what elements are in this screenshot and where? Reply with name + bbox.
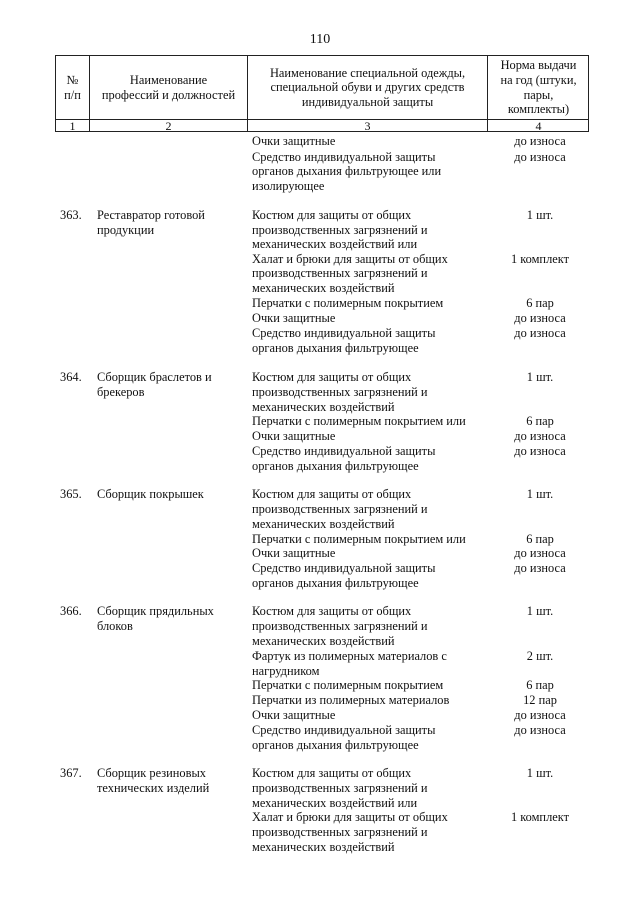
entry-item-norm: 6 пар — [526, 414, 554, 428]
entry-item-text: Халат и брюки для защиты от общих — [252, 252, 448, 266]
table-header — [55, 55, 589, 132]
entry-item-text: Костюм для защиты от общих — [252, 208, 412, 222]
entry-item-norm: 6 пар — [526, 532, 554, 546]
entry-profession: Сборщик прядильных — [97, 604, 214, 618]
entry-item-text: механических воздействий — [252, 840, 395, 854]
entry-item-text: Очки защитные — [252, 311, 336, 325]
continuation-item-text: Очки защитные — [252, 134, 336, 148]
entry-item-norm: до износа — [514, 708, 566, 722]
entry-number: 364. — [60, 370, 82, 384]
entry-item-text: Перчатки с полимерным покрытием или — [252, 414, 466, 428]
entry-number: 363. — [60, 208, 82, 222]
entry-profession: продукции — [97, 223, 155, 237]
entry-item-text: органов дыхания фильтрующее — [252, 738, 419, 752]
entry-item-norm: до износа — [514, 429, 566, 443]
entry-item-norm: 6 пар — [526, 296, 554, 310]
continuation-item-norm: до износа — [514, 134, 566, 148]
entry-item-norm: 2 шт. — [526, 649, 554, 663]
entry-item-text: Средство индивидуальной защиты — [252, 723, 436, 737]
entry-item-text: Перчатки с полимерным покрытием — [252, 296, 444, 310]
entry-profession: Реставратор готовой — [97, 208, 205, 222]
entry-item-norm: до износа — [514, 561, 566, 575]
entry-item-text: Перчатки из полимерных материалов — [252, 693, 450, 707]
entry-item-text: Средство индивидуальной защиты — [252, 444, 436, 458]
entry-item-text: органов дыхания фильтрующее — [252, 341, 419, 355]
entry-item-norm: 1 шт. — [526, 370, 554, 384]
entry-item-norm: до износа — [514, 311, 566, 325]
entry-profession: блоков — [97, 619, 133, 633]
entry-item-text: нагрудником — [252, 664, 320, 678]
entry-profession: Сборщик браслетов и — [97, 370, 212, 384]
header-col-number: № п/п — [56, 56, 90, 119]
entry-item-text: Костюм для защиты от общих — [252, 604, 412, 618]
entry-item-norm: 1 шт. — [526, 208, 554, 222]
entry-item-text: Перчатки с полимерным покрытием — [252, 678, 444, 692]
entry-item-text: Костюм для защиты от общих — [252, 370, 412, 384]
entry-item-text: Костюм для защиты от общих — [252, 766, 412, 780]
entry-item-text: механических воздействий — [252, 281, 395, 295]
entry-item-text: органов дыхания фильтрующее — [252, 459, 419, 473]
continuation-item-text: изолирующее — [252, 179, 325, 193]
entry-profession: брекеров — [97, 385, 145, 399]
entry-item-text: производственных загрязнений и — [252, 619, 428, 633]
header-col-index-4: 4 — [488, 119, 589, 132]
entry-item-text: механических воздействий — [252, 517, 395, 531]
entry-item-norm: 6 пар — [526, 678, 554, 692]
entry-item-text: Очки защитные — [252, 546, 336, 560]
entry-item-text: механических воздействий или — [252, 237, 418, 251]
entry-item-text: Очки защитные — [252, 429, 336, 443]
entry-item-norm: до износа — [514, 444, 566, 458]
entry-item-text: Средство индивидуальной защиты — [252, 326, 436, 340]
continuation-item-norm: до износа — [514, 150, 566, 164]
entry-number: 365. — [60, 487, 82, 501]
entry-item-text: производственных загрязнений и — [252, 781, 428, 795]
entry-item-norm: до износа — [514, 326, 566, 340]
entry-item-text: Средство индивидуальной защиты — [252, 561, 436, 575]
entry-profession: технических изделий — [97, 781, 210, 795]
entry-item-norm: 1 шт. — [526, 487, 554, 501]
entry-item-text: механических воздействий — [252, 400, 395, 414]
header-col-norm: Норма выдачи на год (штуки, пары, комплекты) — [500, 58, 577, 117]
entry-item-norm: 1 шт. — [526, 766, 554, 780]
entry-item-text: производственных загрязнений и — [252, 223, 428, 237]
header-col-profession: Наименование профессий и должностей — [90, 56, 248, 119]
entry-item-norm: до износа — [514, 546, 566, 560]
entry-item-text: Костюм для защиты от общих — [252, 487, 412, 501]
entry-item-text: механических воздействий или — [252, 796, 418, 810]
continuation-item-text: Средство индивидуальной защиты — [252, 150, 436, 164]
header-col-equipment: Наименование специальной одежды, специальной обуви и других средств индивидуальной защиты — [248, 56, 488, 119]
entry-item-text: производственных загрязнений и — [252, 266, 428, 280]
entry-item-text: Перчатки с полимерным покрытием или — [252, 532, 466, 546]
page-number: 110 — [309, 32, 331, 47]
entry-item-text: производственных загрязнений и — [252, 385, 428, 399]
entry-item-norm: 1 комплект — [510, 810, 570, 824]
entry-item-text: производственных загрязнений и — [252, 825, 428, 839]
entry-item-norm: 1 шт. — [526, 604, 554, 618]
entry-item-text: производственных загрязнений и — [252, 502, 428, 516]
header-col-index-1: 1 — [56, 119, 90, 132]
entry-number: 366. — [60, 604, 82, 618]
entry-item-text: органов дыхания фильтрующее — [252, 576, 419, 590]
entry-profession: Сборщик покрышек — [97, 487, 204, 501]
entry-item-norm: 12 пар — [523, 693, 557, 707]
entry-profession: Сборщик резиновых — [97, 766, 206, 780]
header-col-index-3: 3 — [248, 119, 488, 132]
entry-item-text: Халат и брюки для защиты от общих — [252, 810, 448, 824]
header-col-index-2: 2 — [90, 119, 248, 132]
entry-item-text: Фартук из полимерных материалов с — [252, 649, 447, 663]
entry-item-norm: 1 комплект — [510, 252, 570, 266]
entry-item-norm: до износа — [514, 723, 566, 737]
continuation-item-text: органов дыхания фильтрующее или — [252, 164, 442, 178]
entry-item-text: Очки защитные — [252, 708, 336, 722]
entry-number: 367. — [60, 766, 82, 780]
entry-item-text: механических воздействий — [252, 634, 395, 648]
